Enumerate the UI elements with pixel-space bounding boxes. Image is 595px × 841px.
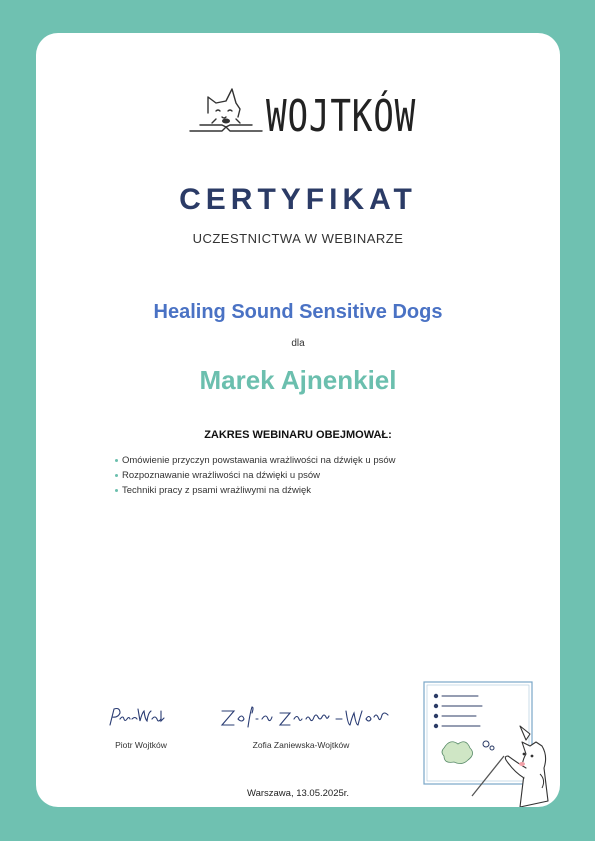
dog-at-whiteboard-illustration [420, 678, 560, 807]
dog-reading-book-icon [186, 83, 266, 139]
brand-wordmark: WOJTKÓW [266, 91, 417, 142]
scope-heading: ZAKRES WEBINARU OBEJMOWAŁ: [204, 429, 392, 441]
for-label: dla [291, 338, 305, 349]
signatory-name: Zofia Zaniewska-Wojtków [252, 740, 350, 750]
scope-item: Omówienie przyczyn powstawania wrażliwości na dźwięk u psów [116, 453, 396, 468]
scope-item: Rozpoznawanie wrażliwości na dźwięki u psów [116, 468, 396, 483]
signature-zofia [218, 703, 390, 731]
certificate-subtitle: UCZESTNICTWA W WEBINARZE [192, 231, 404, 246]
certificate-title: CERTYFIKAT [179, 183, 417, 216]
place-date: Warszawa, 13.05.2025r. [246, 788, 350, 799]
course-title: Healing Sound Sensitive Dogs [153, 301, 443, 323]
scope-item: Techniki pracy z psami wrażliwymi na dźwięk [116, 483, 396, 498]
scope-list [116, 453, 396, 498]
recipient-name: Marek Ajnenkiel [199, 365, 397, 395]
certificate-card [36, 33, 560, 807]
signature-piotr [106, 705, 166, 729]
signatory-name: Piotr Wojtków [115, 740, 167, 750]
